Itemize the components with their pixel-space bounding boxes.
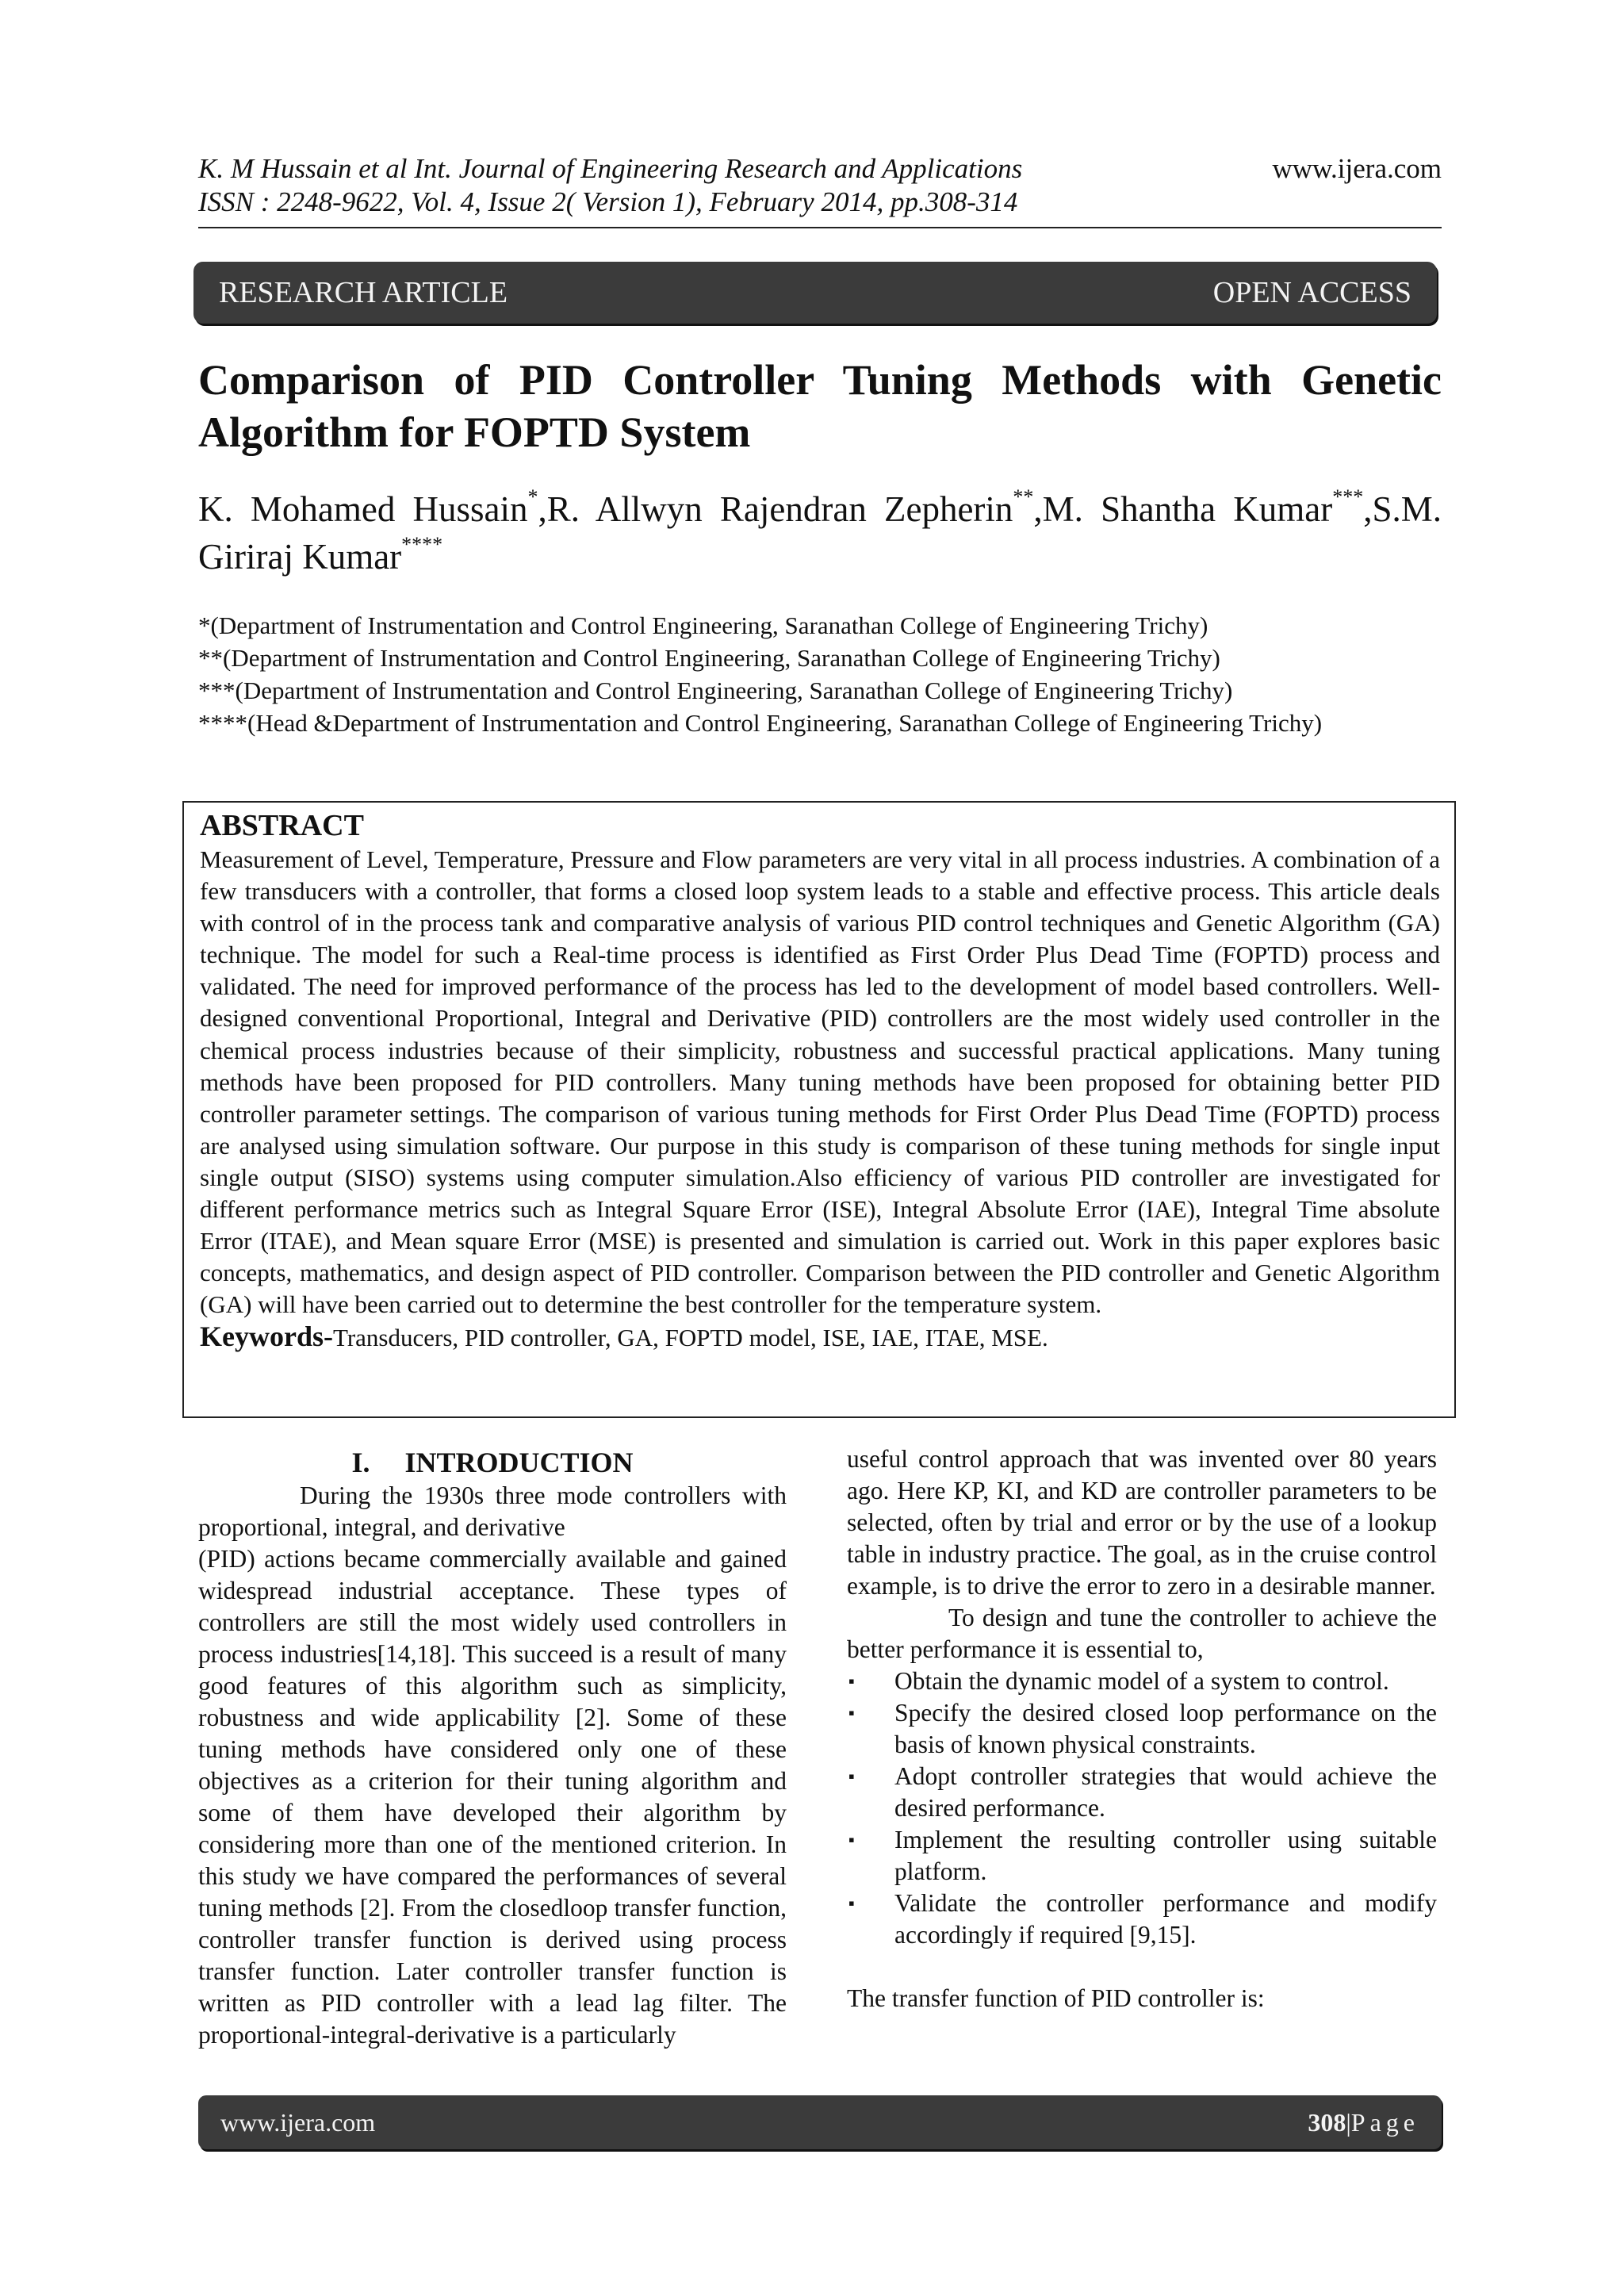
open-access-label: OPEN ACCESS — [1212, 276, 1411, 309]
list-item-text: Validate the controller performance and modify accordingly if required [9,15]. — [894, 1889, 1437, 1949]
author-name: S.M. Giriraj Kumar — [198, 489, 1442, 577]
abstract-heading: ABSTRACT — [200, 809, 364, 842]
journal-citation: K. M Hussain et al Int. Journal of Engineering Research and Applications — [198, 153, 1023, 184]
page-separator: | — [1346, 2107, 1351, 2137]
page-word: Page — [1350, 2107, 1419, 2137]
author-list: K. Mohamed Hussain*,R. Allwyn Rajendran Zepherin**,M. Shantha Kumar***,S.M. Giriraj Kumar**** — [198, 485, 1442, 577]
square-bullet-icon: ▪ — [848, 1671, 855, 1691]
page-number: 308 — [1308, 2107, 1346, 2137]
issue-citation: ISSN : 2248-9622, Vol. 4, Issue 2( Version 1), February 2014, pp.308-314 — [198, 186, 1018, 217]
left-column — [198, 1443, 787, 2051]
transfer-function-line: The transfer function of PID controller is: — [847, 1984, 1265, 2012]
list-item — [847, 1665, 1437, 1697]
square-bullet-icon: ▪ — [848, 1703, 855, 1723]
research-article-label: RESEARCH ARTICLE — [219, 276, 508, 309]
section-number: I. — [351, 1447, 370, 1478]
list-item-text: Implement the resulting controller using suitable platform. — [894, 1826, 1437, 1885]
list-item-text: Adopt controller strategies that would achieve the desired performance. — [894, 1762, 1437, 1822]
intro-paragraph: (PID) actions became commercially available and gained widespread industrial acceptance. These types of controllers are still the most widely used controllers in process industries[14,18]. This succeed is a result of many good features of this algorithm such as simplicity, robustness and wide applicability [2]. Some of these tuning methods have considered only one of these objectives as a criterion for their tuning algorithm and some of them have developed their algorithm by considering more than one of the mentioned criterion. In this study we have compared the performances of several tuning methods [2]. From the closedloop transfer function, controller transfer function is derived using process transfer function. Later controller transfer function is written as PID controller with a lead lag filter. The proportional-integral-derivative is a particularly — [198, 1545, 787, 2049]
author-mark: *** — [1332, 485, 1364, 508]
page-indicator — [1308, 2108, 1419, 2137]
affiliation: ***(Department of Instrumentation and Control Engineering, Saranathan College of Engineering Trichy) — [198, 677, 1233, 704]
list-item-text: Obtain the dynamic model of a system to control. — [894, 1667, 1389, 1695]
author-name: R. Allwyn Rajendran Zepherin — [546, 489, 1013, 529]
section-heading — [198, 1445, 787, 1480]
design-steps-list — [847, 1665, 1437, 1951]
affiliation: ****(Head &Department of Instrumentation and Control Engineering, Saranathan College of Engineering Trichy) — [198, 709, 1323, 737]
list-item — [847, 1697, 1437, 1761]
affiliation: **(Department of Instrumentation and Control Engineering, Saranathan College of Engineering Trichy) — [198, 644, 1220, 672]
list-item — [847, 1761, 1437, 1824]
header-divider — [198, 227, 1442, 228]
keywords-label: Keywords- — [200, 1320, 333, 1353]
square-bullet-icon: ▪ — [848, 1766, 855, 1786]
right-column — [847, 1443, 1437, 2014]
author-mark: ** — [1013, 485, 1034, 508]
intro-paragraph-line1: During the 1930s three mode controllers with proportional, integral, and derivative — [198, 1481, 787, 1541]
author-mark: * — [527, 485, 538, 508]
paper-title: Comparison of PID Controller Tuning Methods with Genetic Algorithm for FOPTD System — [198, 356, 1442, 456]
list-item — [847, 1888, 1437, 1951]
intro-paragraph-continued: useful control approach that was invented over 80 years ago. Here KP, KI, and KD are controller parameters to be selected, often by trial and error or by the use of a lookup table in industry practice. The goal, as in the cruise control example, is to drive the error to zero in a desirable manner. — [847, 1445, 1437, 1600]
affiliation: *(Department of Instrumentation and Control Engineering, Saranathan College of Engineering Trichy) — [198, 611, 1208, 639]
keywords-text: Transducers, PID controller, GA, FOPTD model, ISE, IAE, ITAE, MSE. — [332, 1324, 1048, 1352]
abstract-box — [182, 801, 1456, 1418]
article-type-banner — [193, 262, 1437, 324]
design-paragraph: To design and tune the controller to achieve the better performance it is essential to, — [847, 1604, 1437, 1663]
page-footer — [198, 2095, 1442, 2149]
keywords-line — [200, 1320, 1440, 1354]
abstract-body: Measurement of Level, Temperature, Pressure and Flow parameters are very vital in all process industries. A combination of a few transducers with a controller, that forms a closed loop system leads to a stable and effective process. This article deals with control of in the process tank and comparative analysis of various PID control techniques and Genetic Algorithm (GA) technique. The model for such a Real-time process is identified as First Order Plus Dead Time (FOPTD) process and validated. The need for improved performance of the process has led to the development of model based controllers. Well-designed conventional Proportional, Integral and Derivative (PID) controllers are the most widely used controller in the chemical process industries because of their simplicity, robustness and successful practical applications. Many tuning methods have been proposed for PID controllers. Many tuning methods have been proposed for obtaining better PID controller parameter settings. The comparison of various tuning methods for First Order Plus Dead Time (FOPTD) process are analysed using simulation software. Our purpose in this study is comparison of these tuning methods for single input single output (SISO) systems using computer simulation.Also efficiency of various PID controller are investigated for different performance metrics such as Integral Square Error (ISE), Integral Absolute Error (IAE), Integral Time absolute Error (ITAE), and Mean square Error (MSE) is presented and simulation is carried out. Work in this paper explores basic concepts, mathematics, and design aspect of PID controller. Comparison between the PID controller and Genetic Algorithm (GA) will have been carried out to determine the best controller for the temperature system. — [200, 845, 1440, 1319]
running-header — [198, 152, 1442, 219]
spacer — [847, 1951, 1437, 1983]
list-item — [847, 1824, 1437, 1888]
section-title: INTRODUCTION — [404, 1447, 634, 1478]
author-mark: **** — [401, 533, 443, 556]
footer-url-link[interactable]: www.ijera.com — [220, 2107, 376, 2137]
square-bullet-icon: ▪ — [848, 1893, 855, 1913]
square-bullet-icon: ▪ — [848, 1830, 855, 1849]
list-item-text: Specify the desired closed loop performance on the basis of known physical constraints. — [894, 1699, 1437, 1758]
author-name: K. Mohamed Hussain — [198, 489, 528, 529]
author-name: M. Shantha Kumar — [1042, 489, 1333, 529]
affiliation-list — [198, 609, 1442, 739]
header-url-link[interactable]: www.ijera.com — [1272, 153, 1442, 184]
